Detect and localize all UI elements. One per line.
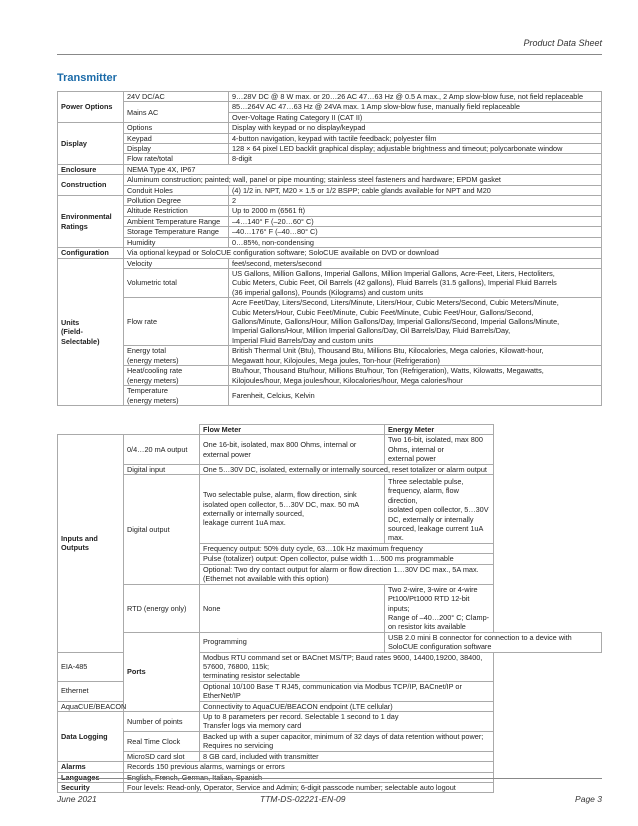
label-line: (energy meters) — [127, 355, 179, 365]
row-label: Digital input — [124, 464, 200, 474]
row-value: Four levels: Read-only, Operator, Service and Admin; 6-digit passcode number; selectable auto logout — [124, 783, 494, 793]
flow-value: None — [200, 584, 385, 632]
header-rule — [57, 54, 602, 55]
row-value: (4) 1/2 in. NPT, M20 × 1.5 or 1/2 BSPP; cable glands available for NPT and M20 — [229, 185, 602, 195]
value-line: British Thermal Unit (Btu), Thousand Btu, Millions Btu, Kilocalories, Mega calories, Kilowatt-hour, — [232, 346, 544, 356]
row-label: Mains AC — [124, 102, 229, 123]
value-line: isolated open collector, 5…30V DC, max. 50 mA — [203, 499, 360, 509]
footer-doc-id: TTM-DS-02221-EN-09 — [260, 794, 346, 804]
section-title: Transmitter — [57, 72, 117, 84]
cat-enclosure: Enclosure — [58, 164, 124, 174]
flow-value — [200, 435, 385, 464]
cat-alarms: Alarms — [58, 762, 124, 772]
row-value: Farenheit, Celcius, Kelvin — [229, 386, 602, 406]
value-line: Range of –40…200° C; Clamp-on resistor kits available — [388, 612, 490, 632]
row-value — [229, 268, 602, 297]
value-line: external power — [388, 454, 436, 464]
row-label: Display — [124, 144, 229, 154]
cat-line: Outputs — [61, 543, 89, 553]
row-value: 8 GB card, included with transmitter — [200, 751, 494, 761]
cat-display: Display — [58, 123, 124, 165]
header-product-data-sheet: Product Data Sheet — [523, 38, 602, 48]
row-label: Programming — [200, 632, 385, 652]
label-line: (energy meters) — [127, 375, 179, 385]
row-label: 24V DC/AC — [124, 92, 229, 102]
row-value: Aluminum construction; painted; wall, panel or pipe mounting; stainless steel fasteners and hardware; EPDM gasket — [124, 175, 602, 185]
row-value: feet/second, meters/second — [229, 258, 602, 268]
value-line: leakage current 1uA max. — [203, 518, 286, 528]
row-label: Ethernet — [58, 681, 124, 701]
cat-line: (Field- — [61, 327, 83, 337]
row-value — [229, 366, 602, 386]
value-line: Gallons/Minute, Gallons/Hour, Million Gallons/Day, Imperial Gallons/Second, Imperial Gallons/Minute, — [232, 316, 560, 326]
value-line: isolated open collector, 5…30V DC, externally or internally — [388, 505, 489, 524]
footer-rule — [57, 778, 602, 779]
row-label: Storage Temperature Range — [124, 227, 229, 237]
row-value: One 5…30V DC, isolated, externally or internally sourced, reset totalizer or alarm output — [200, 464, 494, 474]
row-label: Real Time Clock — [124, 731, 200, 751]
row-label: Velocity — [124, 258, 229, 268]
value-line: terminating resistor selectable — [203, 671, 300, 681]
row-label: Keypad — [124, 133, 229, 143]
row-value: –40…176° F (–40…80° C) — [229, 227, 602, 237]
value-line: (36 imperial gallons), Pounds (Kilograms) and custom units — [232, 287, 424, 297]
row-value — [200, 652, 494, 681]
footer-date: June 2021 — [57, 794, 97, 804]
row-value: 128 × 64 pixel LED backlit graphical display; adjustable brightness and timeout; polycarbonate window — [229, 144, 602, 154]
value-line: Cubic Meters/Hour, Cubic Feet/Minute, Cubic Feet/Minute, Cubic Feet/Hour, Gallons/Second, — [232, 307, 534, 317]
row-label: Ambient Temperature Range — [124, 216, 229, 226]
row-label — [124, 346, 229, 366]
row-value — [229, 298, 602, 346]
value-line: Three selectable pulse, frequency, alarm, flow direction, — [388, 477, 464, 505]
value-line: Two 16-bit, isolated, max 800 Ohms, internal or — [388, 435, 483, 454]
cat-configuration: Configuration — [58, 248, 124, 258]
value-line: sourced, leakage current 1uA max. — [388, 524, 483, 543]
row-value: NEMA Type 4X, IP67 — [124, 164, 602, 174]
footer-page-number: Page 3 — [575, 794, 602, 804]
value-line: Kilojoules/hour, Mega joules/hour, Kilocalories/hour, Mega calories/hour — [232, 375, 463, 385]
cat-data-logging: Data Logging — [58, 711, 124, 761]
value-line: Cubic Meters, Cubic Feet, Oil Barrels (42 gallons), Fluid Barrels (31.5 gallons), Imperial Fluid Barrels — [232, 278, 557, 288]
row-value: 2 — [229, 196, 602, 206]
value-line: externally or internally sourced, — [203, 508, 304, 518]
cat-units — [58, 258, 124, 406]
value-line: Up to 8 parameters per record. Selectable 1 second to 1 day — [203, 712, 399, 722]
energy-value — [385, 475, 494, 544]
row-label: Humidity — [124, 237, 229, 247]
value-line: (Ethernet not available with this option) — [203, 574, 329, 584]
label-line: Energy total — [127, 346, 166, 356]
row-value: Pulse (totalizer) output: Open collector, pulse width 1…500 ms programmable — [200, 554, 494, 564]
value-line: Transfer logs via memory card — [203, 721, 302, 731]
cat-line: Ratings — [61, 221, 88, 231]
io-spec-table — [57, 424, 602, 793]
value-line: Acre Feet/Day, Liters/Second, Liters/Minute, Liters/Hour, Cubic Meters/Second, Cubic Meters/Minute, — [232, 298, 559, 308]
cat-line: Inputs and — [61, 534, 98, 544]
row-value — [200, 711, 494, 731]
row-label: Flow rate — [124, 298, 229, 346]
row-label: Options — [124, 123, 229, 133]
row-label: Flow rate/total — [124, 154, 229, 164]
row-value: Frequency output: 50% duty cycle, 63…10k Hz maximum frequency — [200, 543, 494, 553]
row-value: Backed up with a super capacitor, minimum of 32 days of data retention without power; Requires no servicing — [200, 731, 494, 751]
cat-line: Units — [61, 317, 80, 327]
value-line: One 16-bit, isolated, max 800 Ohms, internal or — [203, 440, 357, 450]
row-value: 85…264V AC 47…63 Hz @ 24VA max. 1 Amp slow-blow fuse, manually field replaceable — [229, 102, 602, 112]
row-label: AquaCUE/BEACON — [58, 701, 124, 711]
row-value: Display with keypad or no display/keypad — [229, 123, 602, 133]
flow-value — [200, 475, 385, 544]
row-value: 9…28V DC @ 8 W max. or 20…26 AC 47…63 Hz @ 0.5 A max., 2 Amp slow-blow fuse, not field replaceable — [229, 92, 602, 102]
row-value: –4…140° F (–20…60° C) — [229, 216, 602, 226]
row-label: Digital output — [124, 475, 200, 585]
value-line: Imperial Gallons/Hour, Million Imperial Gallons/Day, Oil Barrels/Day, Fluid Barrels/Day, — [232, 326, 511, 336]
cat-line: Environmental — [61, 212, 112, 222]
cat-construction: Construction — [58, 175, 124, 196]
row-value: USB 2.0 mini B connector for connection to a device with SoloCUE configuration software — [385, 632, 602, 652]
row-value: Via optional keypad or SoloCUE configuration software; SoloCUE available on DVD or download — [124, 248, 602, 258]
energy-value — [385, 584, 494, 632]
row-value: Over-Voltage Rating Category II (CAT II) — [229, 112, 602, 122]
row-label: Altitude Restriction — [124, 206, 229, 216]
cat-ports: Ports — [124, 632, 200, 711]
value-line: Megawatt hour, Kilojoules, Mega joules, Ton-hour (Refrigeration) — [232, 355, 440, 365]
blank-cell — [124, 425, 200, 435]
value-line: Two 2-wire, 3-wire or 4-wire Pt100/Pt1000 RTD 12-bit inputs; — [388, 584, 478, 613]
cat-inputs-outputs — [58, 435, 124, 652]
value-line: Btu/hour, Thousand Btu/hour, Millions Btu/hour, Ton (Refrigeration), Watts, Kilowatts, Megawatts, — [232, 366, 544, 376]
row-label: RTD (energy only) — [124, 584, 200, 632]
cat-environmental-ratings — [58, 196, 124, 248]
row-label: Pollution Degree — [124, 196, 229, 206]
value-line: US Gallons, Million Gallons, Imperial Gallons, Million Imperial Gallons, Acre-Feet, Liters, Hectoliters, — [232, 268, 555, 278]
value-line: external power — [203, 449, 251, 459]
row-value: 8-digit — [229, 154, 602, 164]
energy-value — [385, 435, 494, 464]
row-label: Number of points — [124, 711, 200, 731]
row-value: 0…85%, non-condensing — [229, 237, 602, 247]
row-label: Conduit Holes — [124, 185, 229, 195]
label-line: Temperature — [127, 386, 168, 396]
row-value: Records 150 previous alarms, warnings or errors — [124, 762, 494, 772]
cat-power-options: Power Options — [58, 92, 124, 123]
row-value: Connectivity to AquaCUE/BEACON endpoint (LTE cellular) — [200, 701, 494, 711]
label-line: Heat/cooling rate — [127, 366, 183, 376]
cat-line: Selectable) — [61, 336, 100, 346]
row-value — [229, 346, 602, 366]
row-label — [124, 366, 229, 386]
row-value: Up to 2000 m (6561 ft) — [229, 206, 602, 216]
row-label: EIA-485 — [58, 652, 124, 681]
row-label: 0/4…20 mA output — [124, 435, 200, 464]
row-value — [200, 564, 494, 584]
row-label — [124, 386, 229, 406]
row-label: Volumetric total — [124, 268, 229, 297]
value-line: Two selectable pulse, alarm, flow direction, sink — [203, 490, 357, 500]
blank-cell — [58, 425, 124, 435]
col-header-energy-meter: Energy Meter — [385, 425, 494, 435]
row-value: 4-button navigation, keypad with tactile feedback; polyester film — [229, 133, 602, 143]
row-label: MicroSD card slot — [124, 751, 200, 761]
col-header-flow-meter: Flow Meter — [200, 425, 385, 435]
value-line: Optional: Two dry contact output for alarm or flow direction 1…30V DC max., 5A max. — [203, 564, 479, 574]
value-line: Modbus RTU command set or BACnet MS/TP; Baud rates 9600, 14400,19200, 38400, 57600, 76800, 115k; — [203, 652, 483, 671]
cat-security: Security — [58, 783, 124, 793]
value-line: Imperial Fluid Barrels/Day and custom units — [232, 335, 374, 345]
transmitter-spec-table — [57, 91, 602, 406]
row-value: Optional 10/100 Base T RJ45, communication via Modbus TCP/IP, BACnet/IP or EtherNet/IP — [200, 681, 494, 701]
label-line: (energy meters) — [127, 395, 179, 405]
